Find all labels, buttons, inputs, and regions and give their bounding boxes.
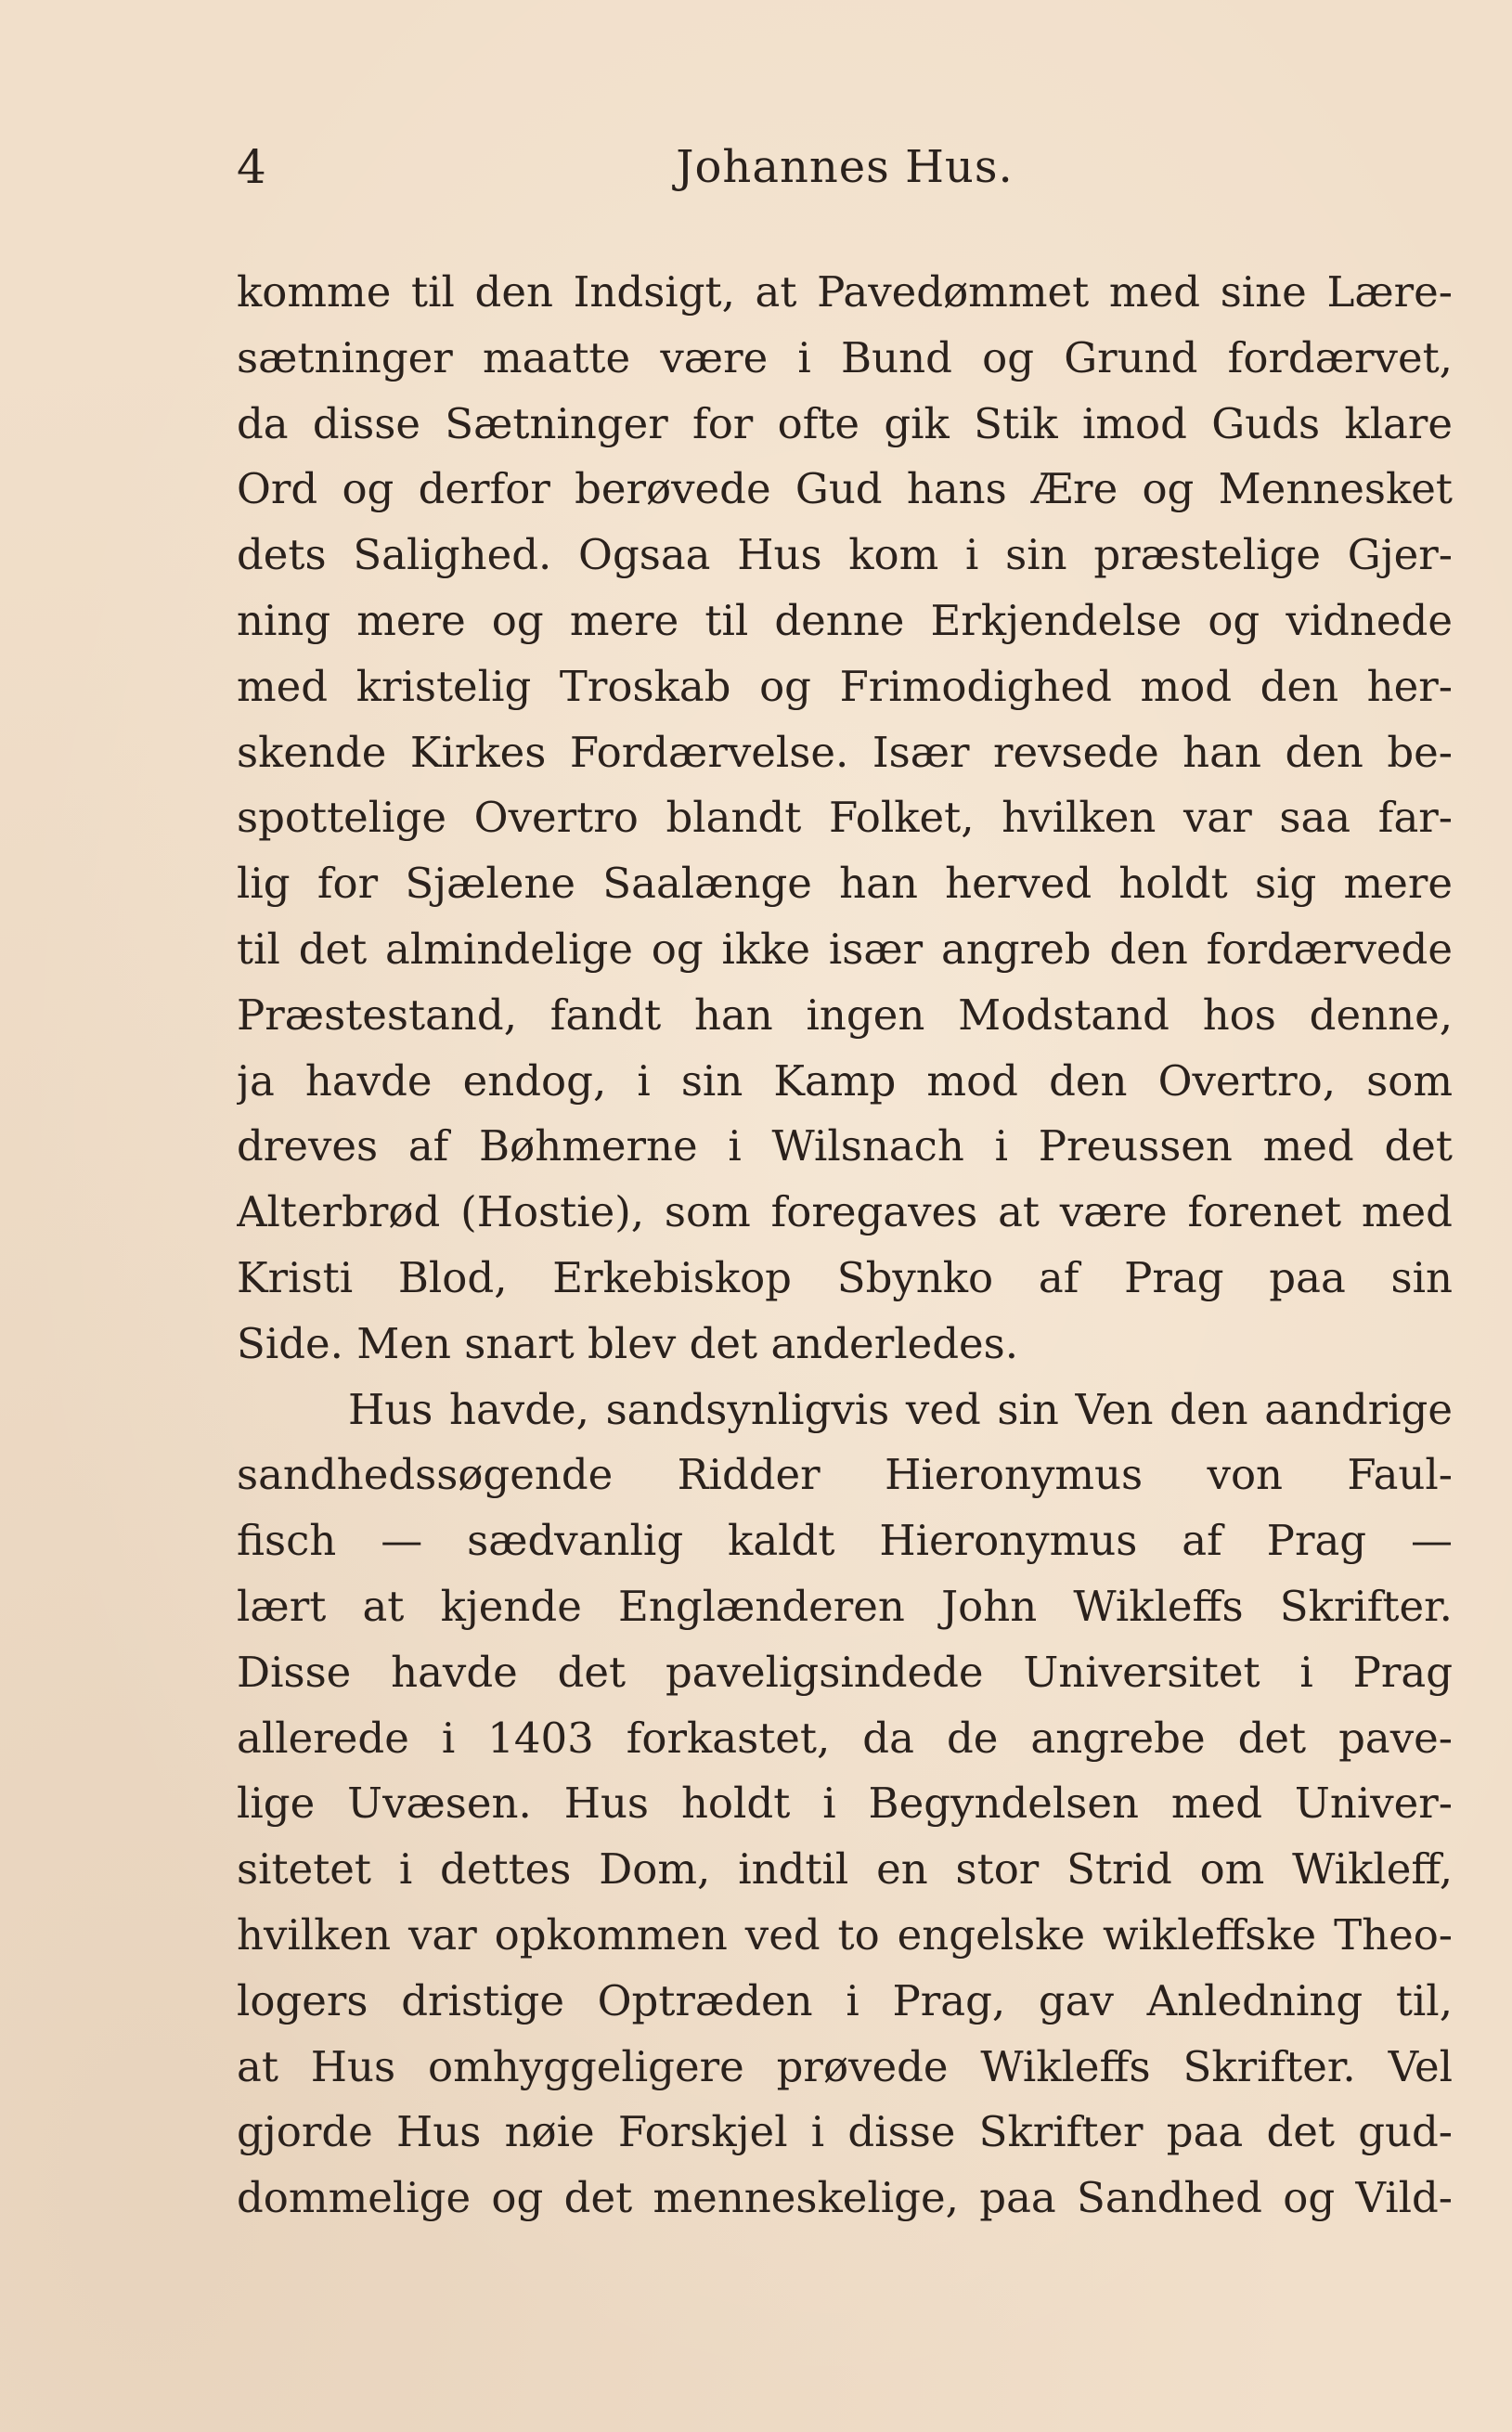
text-line: Ord og derfor berøvede Gud hans Ære og Mennesket: [237, 464, 1453, 514]
text-line: lært at kjende Englænderen John Wikleffs Skrifter.: [237, 1581, 1453, 1631]
text-line: lig for Sjælene Saalænge han herved holdt sig mere: [237, 859, 1453, 909]
text-line: Disse havde det paveligsindede Universitet i Prag: [237, 1647, 1453, 1697]
page-header: [237, 130, 1453, 204]
text-line: skende Kirkes Fordærvelse. Især revsede han den be-: [237, 727, 1453, 777]
text-line: at Hus omhyggeligere prøvede Wikleffs Skrifter. Vel: [237, 2041, 1453, 2091]
text-line: sitetet i dettes Dom, indtil en stor Strid om Wikleff,: [237, 1844, 1453, 1895]
running-title: Johannes Hus.: [676, 141, 1014, 193]
text-line: Præstestand, fandt han ingen Modstand hos denne,: [237, 990, 1453, 1040]
text-line: sætninger maatte være i Bund og Grund fordærvet,: [237, 332, 1453, 382]
text-line: fisch — sædvanlig kaldt Hieronymus af Prag —: [237, 1516, 1453, 1566]
text-line: hvilken var opkommen ved to engelske wikleffske Theo-: [237, 1909, 1453, 1960]
text-line: med kristelig Troskab og Frimodighed mod den her-: [237, 661, 1453, 711]
text-line: til det almindelige og ikke især angreb den fordærvede: [237, 924, 1453, 974]
text-line: sandhedssøgende Ridder Hieronymus von Faul-: [237, 1450, 1453, 1500]
body-text: [237, 260, 1453, 2231]
text-line: allerede i 1403 forkastet, da de angrebe det pave-: [237, 1713, 1453, 1763]
text-line: dreves af Bøhmerne i Wilsnach i Preussen med det: [237, 1121, 1453, 1171]
text-line: ning mere og mere til denne Erkjendelse og vidnede: [237, 595, 1453, 645]
text-line: dommelige og det menneskelige, paa Sandhed og Vild-: [237, 2173, 1453, 2223]
text-line: da disse Sætninger for ofte gik Stik imod Guds klare: [237, 398, 1453, 448]
text-line: dets Salighed. Ogsaa Hus kom i sin præstelige Gjer-: [237, 530, 1453, 580]
text-line: logers dristige Optræden i Prag, gav Anledning til,: [237, 1975, 1453, 2025]
text-line: Alterbrød (Hostie), som foregaves at være forenet med: [237, 1187, 1453, 1237]
page-number: 4: [237, 140, 266, 194]
text-line: Kristi Blod, Erkebiskop Sbynko af Prag paa sin: [237, 1252, 1453, 1302]
text-line: lige Uvæsen. Hus holdt i Begyndelsen med Univer-: [237, 1779, 1453, 1829]
text-line: gjorde Hus nøie Forskjel i disse Skrifter paa det gud-: [237, 2107, 1453, 2157]
text-line: ja havde endog, i sin Kamp mod den Overtro, som: [237, 1055, 1453, 1106]
text-line: spottelige Overtro blandt Folket, hvilken var saa far-: [237, 793, 1453, 843]
text-line: komme til den Indsigt, at Pavedømmet med sine Lære-: [237, 267, 1453, 317]
text-line-paragraph-start: Hus havde, sandsynligvis ved sin Ven den aandrige: [348, 1384, 1453, 1434]
text-line-paragraph-end: Side. Men snart blev det anderledes.: [237, 1318, 1019, 1368]
